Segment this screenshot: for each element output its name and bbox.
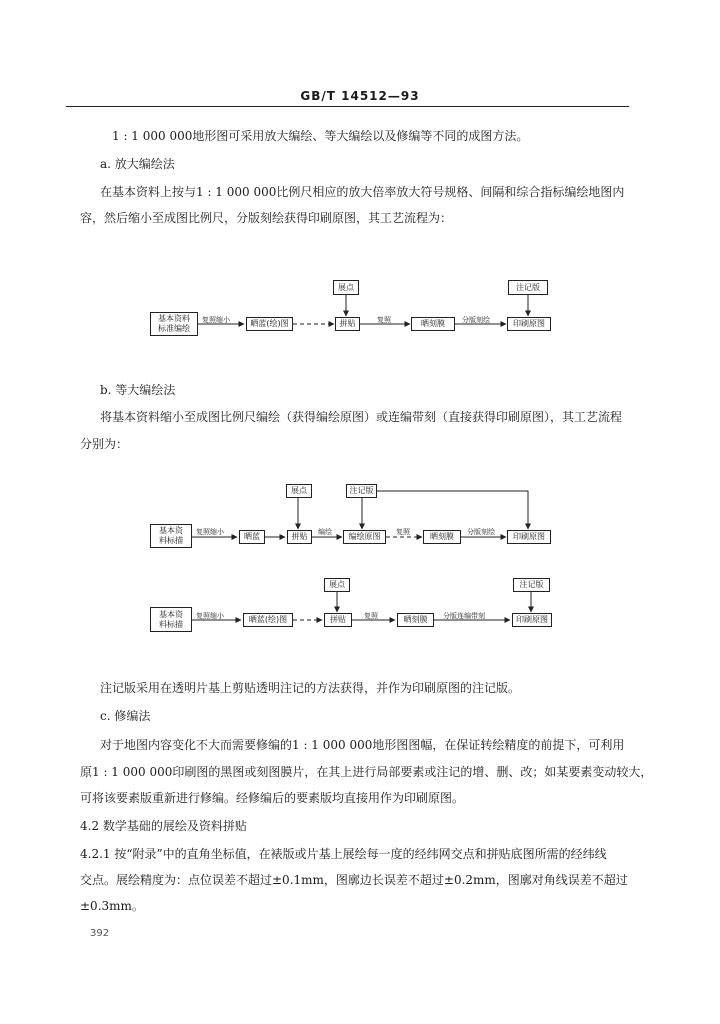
flow2-scribe-box: 晒刻膜 bbox=[423, 530, 461, 544]
section-4-2-1-line2: 交点。展绘精度为：点位误差不超过±0.1mm，图廓边长误差不超过±0.2mm，图廓对角线误差不超过 bbox=[80, 873, 628, 887]
flow3-scribe-box: 晒刻膜 bbox=[397, 613, 434, 627]
flow2-compile-box: 编绘原图 bbox=[343, 530, 386, 544]
flow2-arrow-label-reduce: 复照缩小 bbox=[196, 528, 224, 536]
section-4-2-heading: 4.2 数学基础的展绘及资料拼贴 bbox=[80, 819, 247, 833]
flow3-print-box: 印刷原图 bbox=[512, 613, 552, 627]
flow2-arrow-label-scribe: 分版刻绘 bbox=[467, 528, 495, 536]
section-a-line1: 在基本资料上按与1 : 1 000 000比例尺相应的放大倍率放大符号规格、间隔和综合指标编绘地图内 bbox=[100, 185, 625, 199]
section-a-title: a. 放大编绘法 bbox=[100, 157, 175, 171]
section-c-line3: 可将该要素版重新进行修编。经修编后的要素版均直接用作为印刷原图。 bbox=[80, 791, 465, 805]
flow1-print-box: 印刷原图 bbox=[507, 317, 551, 331]
flow3-point-box: 展点 bbox=[324, 578, 350, 592]
flow2-source-box: 基本资 料标描 bbox=[150, 524, 192, 548]
flow1-source-box: 基本资料 标准编绘 bbox=[150, 312, 198, 336]
flow2-annotation-box: 注记版 bbox=[346, 484, 377, 498]
page-number: 392 bbox=[90, 928, 110, 939]
flow1-blueprint-box: 晒蓝(绘)图 bbox=[246, 317, 293, 331]
flow2-arrow-label-compile: 编绘 bbox=[318, 528, 332, 536]
annotation-note: 注记版采用在透明片基上剪贴透明注记的方法获得，并作为印刷原图的注记版。 bbox=[100, 681, 521, 695]
section-4-2-1-line1: 4.2.1 按“附录”中的直角坐标值，在裱版或片基上展绘每一度的经纬网交点和拼贴底图所需的经纬线 bbox=[80, 847, 607, 861]
flow1-point-box: 展点 bbox=[333, 280, 359, 295]
flow2-arrow-label-photo: 复照 bbox=[396, 528, 410, 536]
page-header: GB/T 14512—93 bbox=[300, 89, 420, 103]
flow3-arrow-label-photo: 复照 bbox=[364, 612, 378, 620]
flow1-arrow-label-scribe: 分版刻绘 bbox=[462, 316, 490, 324]
section-b-title: b. 等大编绘法 bbox=[100, 383, 176, 397]
section-b-line1: 将基本资料缩小至成图比例尺编绘（获得编绘原图）或连编带刻（直接获得印刷原图），其工艺流程 bbox=[100, 410, 623, 424]
flow3-splice-box: 拼贴 bbox=[324, 613, 352, 627]
flow2-point-box: 展点 bbox=[286, 484, 312, 498]
section-c-title: c. 修编法 bbox=[100, 709, 151, 723]
flow2-blueprint-box: 晒蓝 bbox=[239, 530, 265, 544]
section-c-line1: 对于地图内容变化不大而需要修编的1 : 1 000 000地形图图幅，在保证转绘精度的前提下，可利用 bbox=[100, 738, 625, 752]
flow3-blueprint-box: 晒蓝(绘)图 bbox=[243, 613, 293, 627]
flow3-annotation-box: 注记版 bbox=[513, 578, 550, 592]
flow3-arrow-label-scribe: 分版连编带刻 bbox=[443, 612, 485, 620]
section-c-line2: 原1 : 1 000 000印刷图的黑图或刻图膜片，在其上进行局部要素或注记的增、删、改；如某要素变动较大， bbox=[80, 765, 653, 779]
flow1-arrow-label-photo: 复照 bbox=[377, 316, 391, 324]
section-b-line2: 分别为： bbox=[80, 437, 129, 451]
flow2-print-box: 印刷原图 bbox=[507, 530, 551, 544]
section-a-line2: 容，然后缩小至成图比例尺，分版刻绘获得印刷原图，其工艺流程为： bbox=[80, 211, 453, 225]
flow1-arrow-label-reduce: 复照缩小 bbox=[202, 316, 230, 324]
intro-paragraph: 1 : 1 000 000地形图可采用放大编绘、等大编绘以及修编等不同的成图方法。 bbox=[112, 129, 529, 143]
flow2-splice-box: 拼贴 bbox=[287, 530, 312, 544]
flow1-scribe-box: 晒刻膜 bbox=[411, 317, 455, 331]
flow3-arrow-label-reduce: 复照缩小 bbox=[196, 612, 224, 620]
flow3-source-box: 基本资 料标描 bbox=[150, 607, 192, 632]
section-4-2-1-line3: ±0.3mm。 bbox=[80, 899, 144, 913]
flow1-splice-box: 拼贴 bbox=[335, 317, 360, 331]
flow1-annotation-box: 注记版 bbox=[508, 280, 548, 295]
